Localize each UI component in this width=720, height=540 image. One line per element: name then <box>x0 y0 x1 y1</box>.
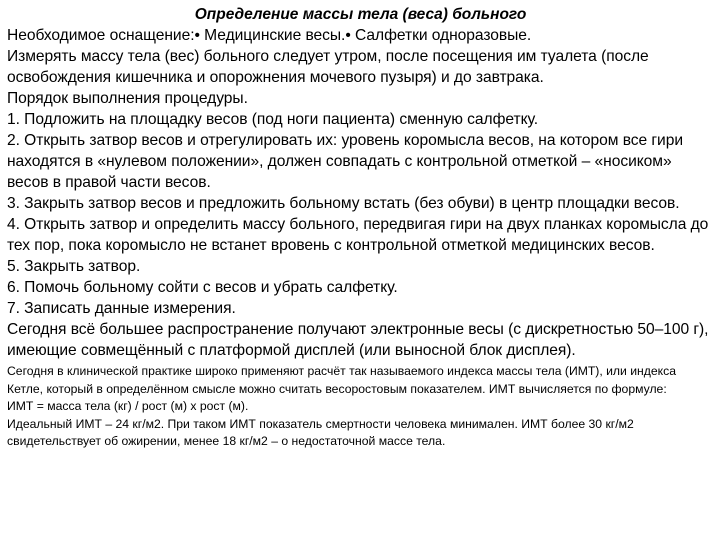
note-bmi-ideal: Идеальный ИМТ – 24 кг/м2. При таком ИМТ показатель смертности человека минимален. ИМТ более 30 кг/м2 свидетельствует об ожирении, менее 18 кг/м2 – о недостаточной массе тела. <box>7 416 634 448</box>
bmi-note <box>7 363 714 451</box>
note-bmi-formula: ИМТ = масса тела (кг) / рост (м) х рост (м). <box>7 399 249 413</box>
slide-title: Определение массы тела (веса) больного <box>194 6 527 23</box>
paragraph-step-7: 7. Записать данные измерения. <box>7 300 236 317</box>
main-text <box>7 25 714 361</box>
paragraph-step-3: 3. Закрыть затвор весов и предложить больному встать (без обуви) в центр площадки весов. <box>7 195 680 212</box>
paragraph-step-1: 1. Подложить на площадку весов (под ноги пациента) сменную салфетку. <box>7 111 538 128</box>
paragraph-procedure-heading: Порядок выполнения процедуры. <box>7 90 248 107</box>
paragraph-step-5: 5. Закрыть затвор. <box>7 258 141 275</box>
paragraph-electronic-scales: Сегодня всё большее распространение получают электронные весы (с дискретностью 50–100 г), имеющие совмещённый с платформой дисплей (или выносной блок дисплея). <box>7 321 709 359</box>
paragraph-step-6: 6. Помочь больному сойти с весов и убрать салфетку. <box>7 279 398 296</box>
paragraph-timing: Измерять массу тела (вес) больного следует утром, после посещения им туалета (после освобождения кишечника и опорожнения мочевого пузыря) и до завтрака. <box>7 48 649 86</box>
paragraph-step-4: 4. Открыть затвор и определить массу больного, передвигая гири на двух планках коромысла до тех пор, пока коромысло не встанет вровень с контрольной отметкой медицинских весов. <box>7 216 709 254</box>
paragraph-step-2: 2. Открыть затвор весов и отрегулировать их: уровень коромысла весов, на котором все гири находятся в «нулевом положении», должен совпадать с контрольной отметкой – «носиком» весов в правой части весов. <box>7 132 683 191</box>
note-bmi-intro: Сегодня в клинической практике широко применяют расчёт так называемого индекса массы тела (ИМТ), или индекса Кетле, который в определённом смысле можно считать весоростовым показателем. ИМТ вычисляется по формуле: <box>7 364 677 396</box>
paragraph-equipment: Необходимое оснащение:• Медицинские весы.• Салфетки одноразовые. <box>7 27 532 44</box>
